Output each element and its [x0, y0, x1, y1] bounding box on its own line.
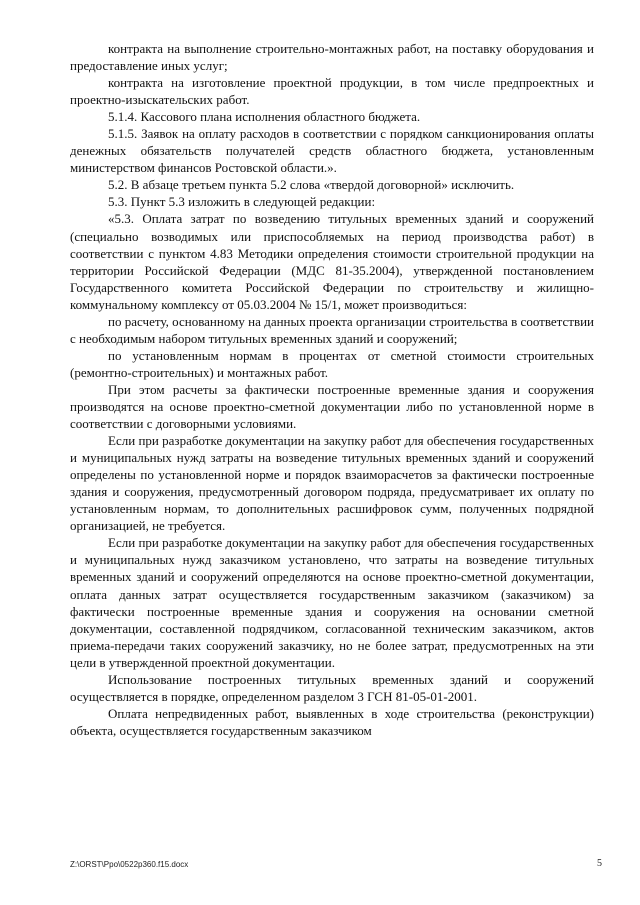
paragraph-contract-construction: контракта на выполнение строительно-монтажных работ, на поставку оборудования и предоставление иных услуг;	[70, 41, 594, 74]
paragraph-contract-design: контракта на изготовление проектной продукции, в том числе предпроектных и проектно-изыскательских работ.	[70, 75, 594, 108]
footer-file-path: Z:\ORST\Ppo\0522p360.f15.docx	[70, 860, 189, 869]
paragraph-5-3-text: «5.3. Оплата затрат по возведению титульных временных зданий и сооружений (специально возводимых или приспособляемых на период производства работ) в соответствии с пунктом 4.83 Методики определения стоимости строительной продукции на территории Российской Федерации (МДС 81-35.2004), утвержденной постановлением Государственного комитета Российской Федерации по строительству и жилищно-коммунальному комплексу от 05.03.2004 № 15/1, может производиться:	[70, 211, 594, 312]
paragraph-by-norms: по установленным нормам в процентах от сметной стоимости строительных (ремонтно-строительных) и монтажных работ.	[70, 347, 594, 380]
page-number: 5	[597, 858, 602, 869]
paragraph-5-1-5: 5.1.5. Заявок на оплату расходов в соответствии с порядком санкционирования оплаты денежных обязательств получателей средств областного бюджета, установленным министерством финансов Ростовской области.».	[70, 126, 594, 176]
paragraph-unforeseen-works: Оплата непредвиденных работ, выявленных в ходе строительства (реконструкции) объекта, осуществляется государственным заказчиком	[70, 705, 594, 738]
paragraph-by-calculation: по расчету, основанному на данных проекта организации строительства в соответствии с необходимым набором титульных временных зданий и сооружений;	[70, 313, 594, 346]
paragraph-5-1-4: 5.1.4. Кассового плана исполнения областного бюджета.	[108, 109, 421, 125]
paragraph-settlements: При этом расчеты за фактически построенные временные здания и сооружения производятся на основе проектно-сметной документации либо по установленной норме в соответствии с договорными условиями.	[70, 381, 594, 432]
paragraph-5-2: 5.2. В абзаце третьем пункта 5.2 слова «твердой договорной» исключить.	[108, 177, 515, 193]
document-body	[70, 40, 594, 739]
paragraph-if-norm: Если при разработке документации на закупку работ для обеспечения государственных и муниципальных нужд затраты на возведение титульных временных зданий и сооружений определены по установленной норме и порядок взаиморасчетов за фактически построенные здания и сооружения, предусмотренный договором подряда, предусматривает их оплату по установленным нормам, то дополнительных расшифровок сумм, полученных подрядной организацией, не требуется.	[70, 433, 594, 534]
paragraph-5-3-intro: 5.3. Пункт 5.3 изложить в следующей редакции:	[108, 194, 376, 210]
paragraph-if-design-estimate: Если при разработке документации на закупку работ для обеспечения государственных и муниципальных нужд заказчиком установлено, что затраты на возведение титульных временных зданий и сооружений определяются на основе проектно-сметной документации, оплата данных затрат осуществляется государственным заказчиком (заказчиком) за фактически построенные временные здания и сооружения на основании сметной документации, составленной подрядчиком, согласованной техническим заказчиком, актов приема-передачи таких сооружений заказчику, но не более затрат, предусмотренных на эти цели в утвержденной проектной документации.	[70, 535, 594, 670]
paragraph-use-of-buildings: Использование построенных титульных временных зданий и сооружений осуществляется в порядке, определенном разделом 3 ГСН 81-05-01-2001.	[70, 671, 594, 704]
